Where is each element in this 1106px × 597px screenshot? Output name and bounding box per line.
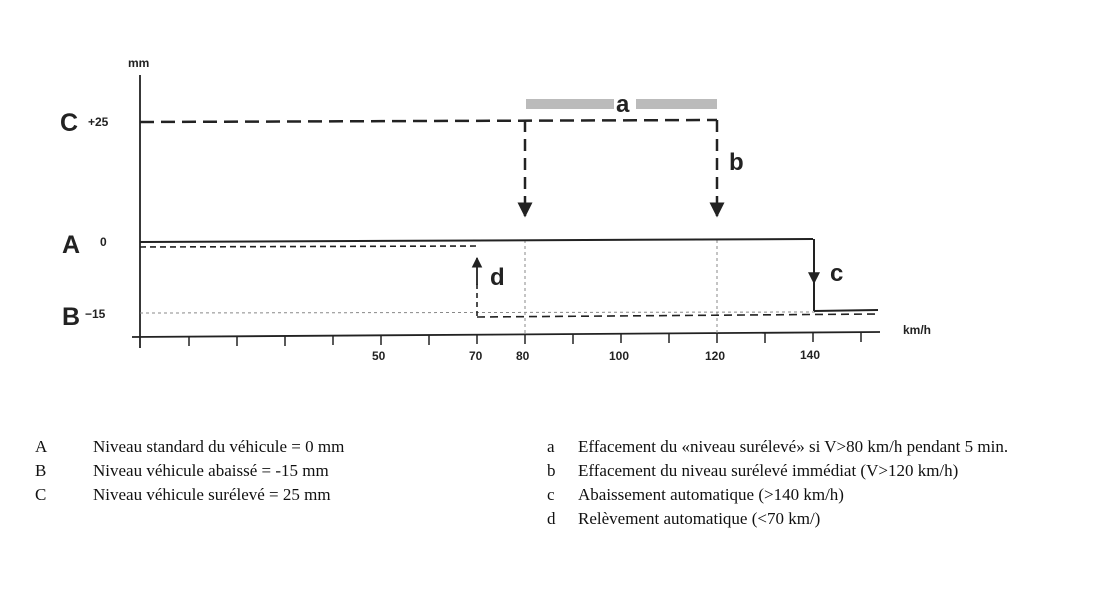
lowered-end-line [477, 314, 878, 317]
level-value-c: +25 [88, 115, 109, 129]
legend-text: Niveau standard du véhicule = 0 mm [93, 437, 345, 456]
legend-text: Relèvement automatique (<70 km/) [578, 509, 821, 528]
legend-item [547, 483, 1068, 507]
legend-key: c [547, 485, 555, 504]
legend-key: B [35, 461, 47, 480]
legend-item [547, 435, 1068, 459]
marker-c: c [830, 260, 844, 287]
legend-text: Niveau véhicule surélevé = 25 mm [93, 485, 331, 504]
x-tick-50: 50 [372, 349, 386, 363]
level-c-line [140, 120, 717, 122]
x-axis-ticks [189, 332, 861, 346]
legend-item [35, 435, 344, 459]
legend-key: a [547, 437, 555, 456]
legend-key: C [35, 485, 47, 504]
x-tick-80: 80 [516, 349, 530, 363]
x-tick-70: 70 [469, 349, 483, 363]
marker-d: d [490, 264, 505, 291]
level-b-solid [814, 310, 878, 311]
legend-levels [35, 435, 344, 507]
marker-b: b [729, 149, 744, 176]
legend-key: d [547, 509, 556, 528]
x-unit-label: km/h [903, 323, 932, 337]
legend-item [35, 459, 344, 483]
legend-item [547, 507, 1068, 531]
y-unit-label: mm [128, 56, 150, 70]
band-a-left [526, 99, 614, 109]
legend-key: b [547, 461, 556, 480]
x-tick-140: 140 [800, 348, 821, 362]
legend-text: Abaissement automatique (>140 km/h) [578, 485, 844, 504]
level-a-line [140, 239, 813, 242]
lowered-start-line [140, 246, 477, 247]
x-tick-120: 120 [705, 349, 726, 363]
legend-text: Effacement du niveau surélevé immédiat (V>120 km/h) [578, 461, 959, 480]
x-axis [132, 332, 880, 337]
x-tick-100: 100 [609, 349, 630, 363]
legend-item [547, 459, 1068, 483]
legend-actions [547, 435, 1068, 531]
level-value-b: −15 [85, 307, 106, 321]
legend-text: Effacement du «niveau surélevé» si V>80 km/h pendant 5 min. [578, 437, 1009, 456]
level-letter-b: B [62, 303, 81, 331]
band-a-right [636, 99, 717, 109]
legend-key: A [35, 437, 48, 456]
legend-text: Niveau véhicule abaissé = -15 mm [93, 461, 329, 480]
level-letter-c: C [60, 109, 79, 137]
level-letter-a: A [62, 231, 81, 259]
marker-a: a [616, 91, 630, 118]
legend-item [35, 483, 344, 507]
level-value-a: 0 [100, 235, 107, 249]
